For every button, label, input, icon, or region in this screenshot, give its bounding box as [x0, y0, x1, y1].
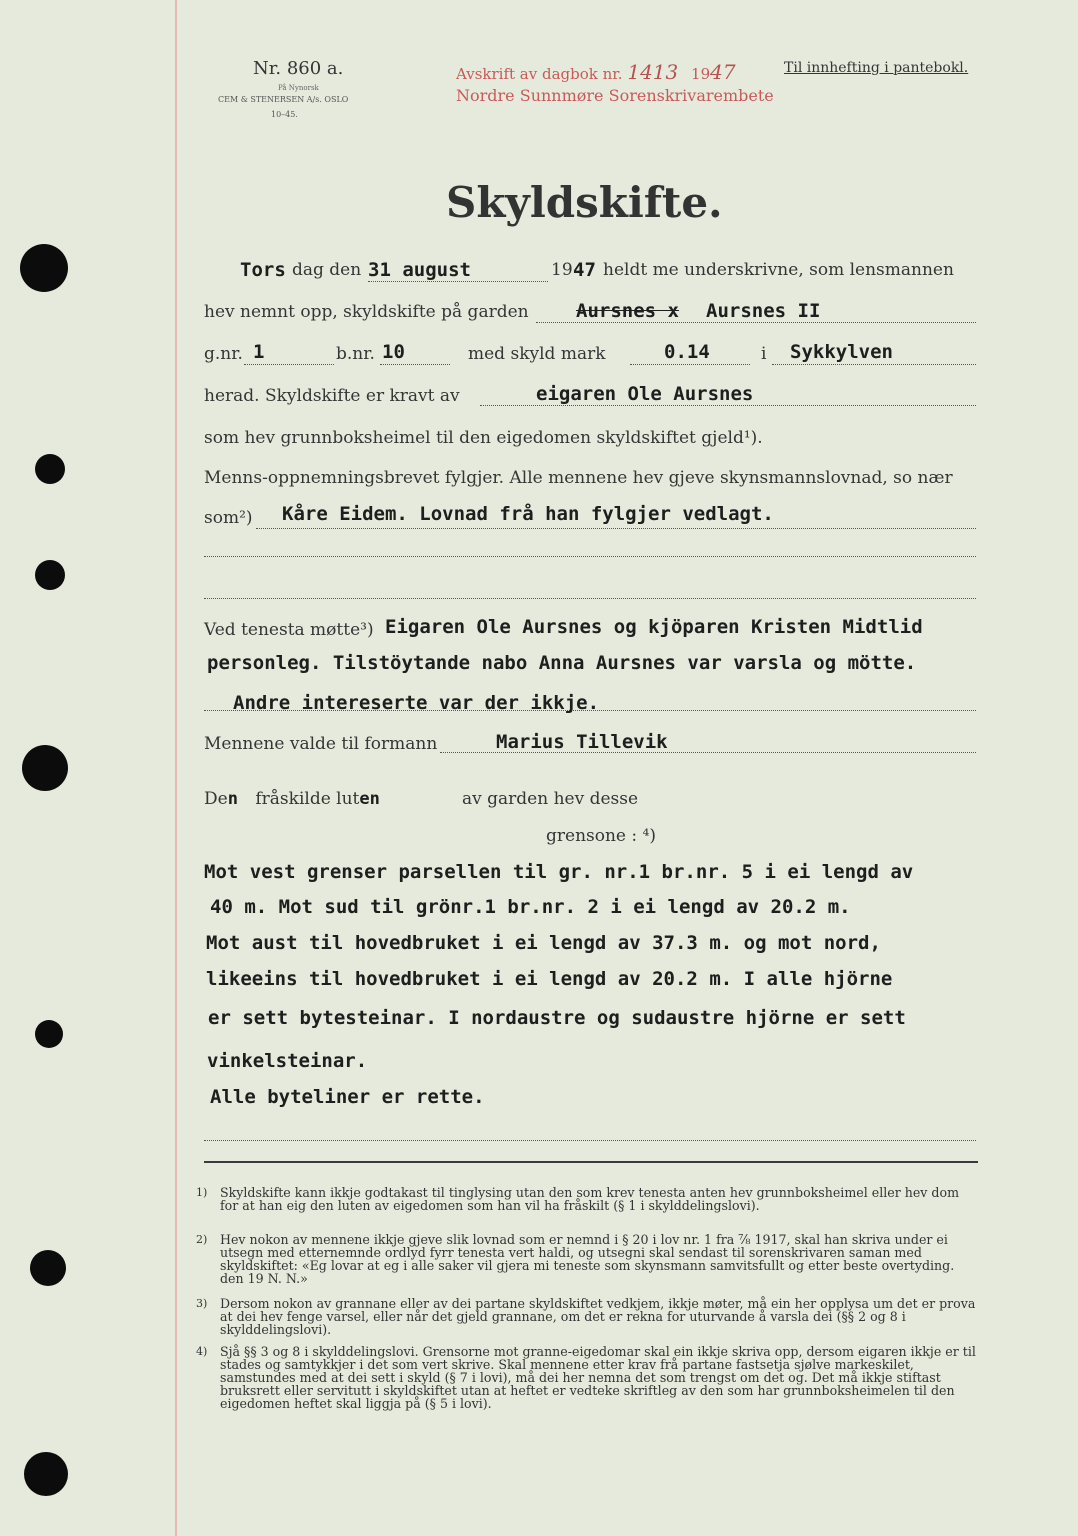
de-printed: De [204, 789, 228, 809]
stamp-line-2: Nordre Sunnmøre Sorenskrivarembete [456, 86, 774, 105]
boundary-line-5: er sett bytesteinar. I nordaustre og sudaustre hjörne er sett [208, 1007, 906, 1029]
footnote-4-text: Sjå §§ 3 og 8 i skylddelingslovi. Grensorne mot granne-eigedomar skal ein ikkje skriva opp, dersom eigaren ikkje er til stades og samtykkjer i det som vert skrive. Skal mennene etter krav frå partane fastsetja sjølve markeskilet, samstundes med at dei sett i skyld (§ 7 i lovi), må dei her nemna det som trengst om det og. Det må ikkje stiftast bruksrett eller servitutt i skyldskiftet utan at heftet er vedteke skriftleg av den som har grunnboksheimelen til den eigedomen heftet skal liggja på (§ 5 i lovi). [220, 1344, 976, 1411]
tenesta-line-1: Eigaren Ole Aursnes og kjöparen Kristen Midtlid [385, 616, 923, 638]
footnote-1 [196, 1185, 980, 1213]
boundary-line-1: Mot vest grenser parsellen til gr. nr.1 br.nr. 5 i ei lengd av [204, 861, 914, 883]
footnote-4-num: 4) [196, 1345, 208, 1358]
footnote-2 [196, 1232, 980, 1286]
lut-typed: en [359, 789, 380, 809]
som-typed: Kåre Eidem. Lovnad frå han fylgjer vedlagt. [282, 503, 774, 525]
printer-line-2: CEM & STENERSEN A/s. OSLO [218, 95, 349, 104]
blank-dots-1 [204, 556, 976, 557]
stamp-year-prefix: 19 [691, 65, 711, 83]
footnote-3-num: 3) [196, 1297, 208, 1310]
som-label: som²) [204, 508, 253, 528]
boundary-line-2: 40 m. Mot sud til grönr.1 br.nr. 2 i ei lengd av 20.2 m. [210, 896, 851, 918]
date-typed: 31 august [368, 259, 471, 281]
tenesta-line-2: personleg. Tilstöytande nabo Anna Aursnes var varsla og mötte. [207, 652, 917, 674]
punch-hole-4 [22, 745, 68, 791]
farm-typed: Aursnes II [706, 300, 821, 322]
year-printed: 19 [551, 260, 573, 280]
owner-typed: eigaren Ole Aursnes [536, 383, 754, 405]
footnote-3 [196, 1296, 980, 1337]
blank-dots-2 [204, 598, 976, 599]
tenesta-label: Ved tenesta møtte³) [204, 620, 374, 640]
line5: som hev grunnboksheimel til den eigedomen skyldskiftet gjeld¹). [204, 428, 763, 448]
punch-hole-5 [35, 1020, 63, 1048]
grensone-label: grensone : ⁴) [546, 826, 656, 846]
de-typed: n [227, 789, 238, 809]
bnr-value: 10 [382, 341, 405, 363]
top-right-note: Til innhefting i pantebokl. [784, 60, 969, 76]
footnote-1-num: 1) [196, 1186, 208, 1199]
boundary-line-7: Alle byteliner er rette. [210, 1086, 485, 1108]
boundary-end-dots [204, 1140, 976, 1141]
punch-hole-2 [35, 454, 65, 484]
page-title: Skyldskifte. [446, 178, 723, 227]
footnote-4 [196, 1344, 980, 1411]
printer-line-1: På Nynorsk [278, 84, 319, 92]
i-label: i [761, 344, 767, 364]
punch-hole-7 [24, 1452, 68, 1496]
punch-hole-3 [35, 560, 65, 590]
date-dots [368, 281, 548, 282]
herad-name: Sykkylven [790, 341, 893, 363]
formann-typed: Marius Tillevik [496, 731, 668, 753]
punch-hole-1 [20, 244, 68, 292]
line6: Menns-oppnemningsbrevet fylgjer. Alle mennene hev gjeve skynsmannslovnad, so nær [204, 468, 953, 488]
punch-hole-6 [30, 1250, 66, 1286]
farm-dots [536, 322, 976, 323]
boundary-line-6: vinkelsteinar. [207, 1050, 368, 1072]
footnote-rule [204, 1161, 978, 1163]
year-typed: 47 [573, 259, 596, 281]
som-dots [256, 528, 976, 529]
line1-after: heldt me underskrivne, som lensmannen [603, 260, 954, 280]
stamp-line-1 [456, 60, 736, 84]
footnote-3-text: Dersom nokon av grannane eller av dei partane skyldskiftet vedkjem, ikkje møter, må ein her opplysa um det er prova at dei hev fenge varsel, eller når det gjeld grannane, om det er rekna for uturvande å varsla dei (§§ 2 og 8 i skylddelingslovi). [220, 1296, 976, 1337]
skyld-label: med skyld mark [468, 344, 606, 364]
formann-label: Mennene valde til formann [204, 734, 438, 754]
bnr-label: b.nr. [336, 344, 375, 364]
owner-dots [480, 405, 976, 406]
gnr-label: g.nr. [204, 344, 243, 364]
line2-printed: hev nemnt opp, skyldskifte på garden [204, 302, 529, 322]
fraskilde-after: av garden hev desse [462, 789, 639, 809]
printer-line-3: 10–45. [271, 110, 298, 119]
day-suffix: dag den [292, 260, 362, 280]
form-number: Nr. 860 a. [253, 58, 344, 79]
tenesta-line-3: Andre intereserte var der ikkje. [233, 692, 600, 714]
boundary-line-3: Mot aust til hovedbruket i ei lengd av 37.3 m. og mot nord, [206, 932, 881, 954]
margin-rule [175, 0, 177, 1536]
footnote-2-text: Hev nokon av mennene ikkje gjeve slik lovnad som er nemnd i § 20 i lov nr. 1 fra ⅞ 1917, skal han skriva under ei utsegn med etternemnde ordlyd fyrr tenesta vert haldi, og utsegni skal sendast til sorenskrivaren saman med skyldskiftet: «Eg lovar at eg i alle saker vil gjera mi teneste som skynsmann samvitsfullt og etter beste overtyding. den 19 N. N.» [220, 1232, 955, 1286]
skyld-value: 0.14 [664, 341, 710, 363]
skyld-dots [630, 364, 750, 365]
farm-struck: Aursnes x [576, 300, 679, 322]
herad-dots [772, 364, 976, 365]
boundary-line-4: likeeins til hovedbruket i ei lengd av 20.2 m. I alle hjörne [206, 968, 893, 990]
footnote-1-text: Skyldskifte kann ikkje godtakast til tinglysing utan den som krev tenesta anten hev grunnboksheimel eller hev dom for at han eig den luten av eigedomen som han vil ha fråskilt (§ 1 i skylddelingslovi). [220, 1185, 960, 1213]
footnote-2-num: 2) [196, 1233, 208, 1246]
line4-printed: herad. Skyldskifte er kravt av [204, 386, 460, 406]
stamp-year: 47 [710, 60, 736, 84]
bnr-dots [380, 364, 450, 365]
stamp-prefix: Avskrift av dagbok nr. [456, 65, 623, 83]
fraskilde-mid: fråskilde lut [255, 789, 360, 809]
fraskilde-line [204, 789, 380, 809]
day-typed: Tors [240, 259, 286, 281]
stamp-number: 1413 [627, 60, 679, 84]
gnr-dots [244, 364, 334, 365]
gnr-value: 1 [253, 341, 265, 363]
